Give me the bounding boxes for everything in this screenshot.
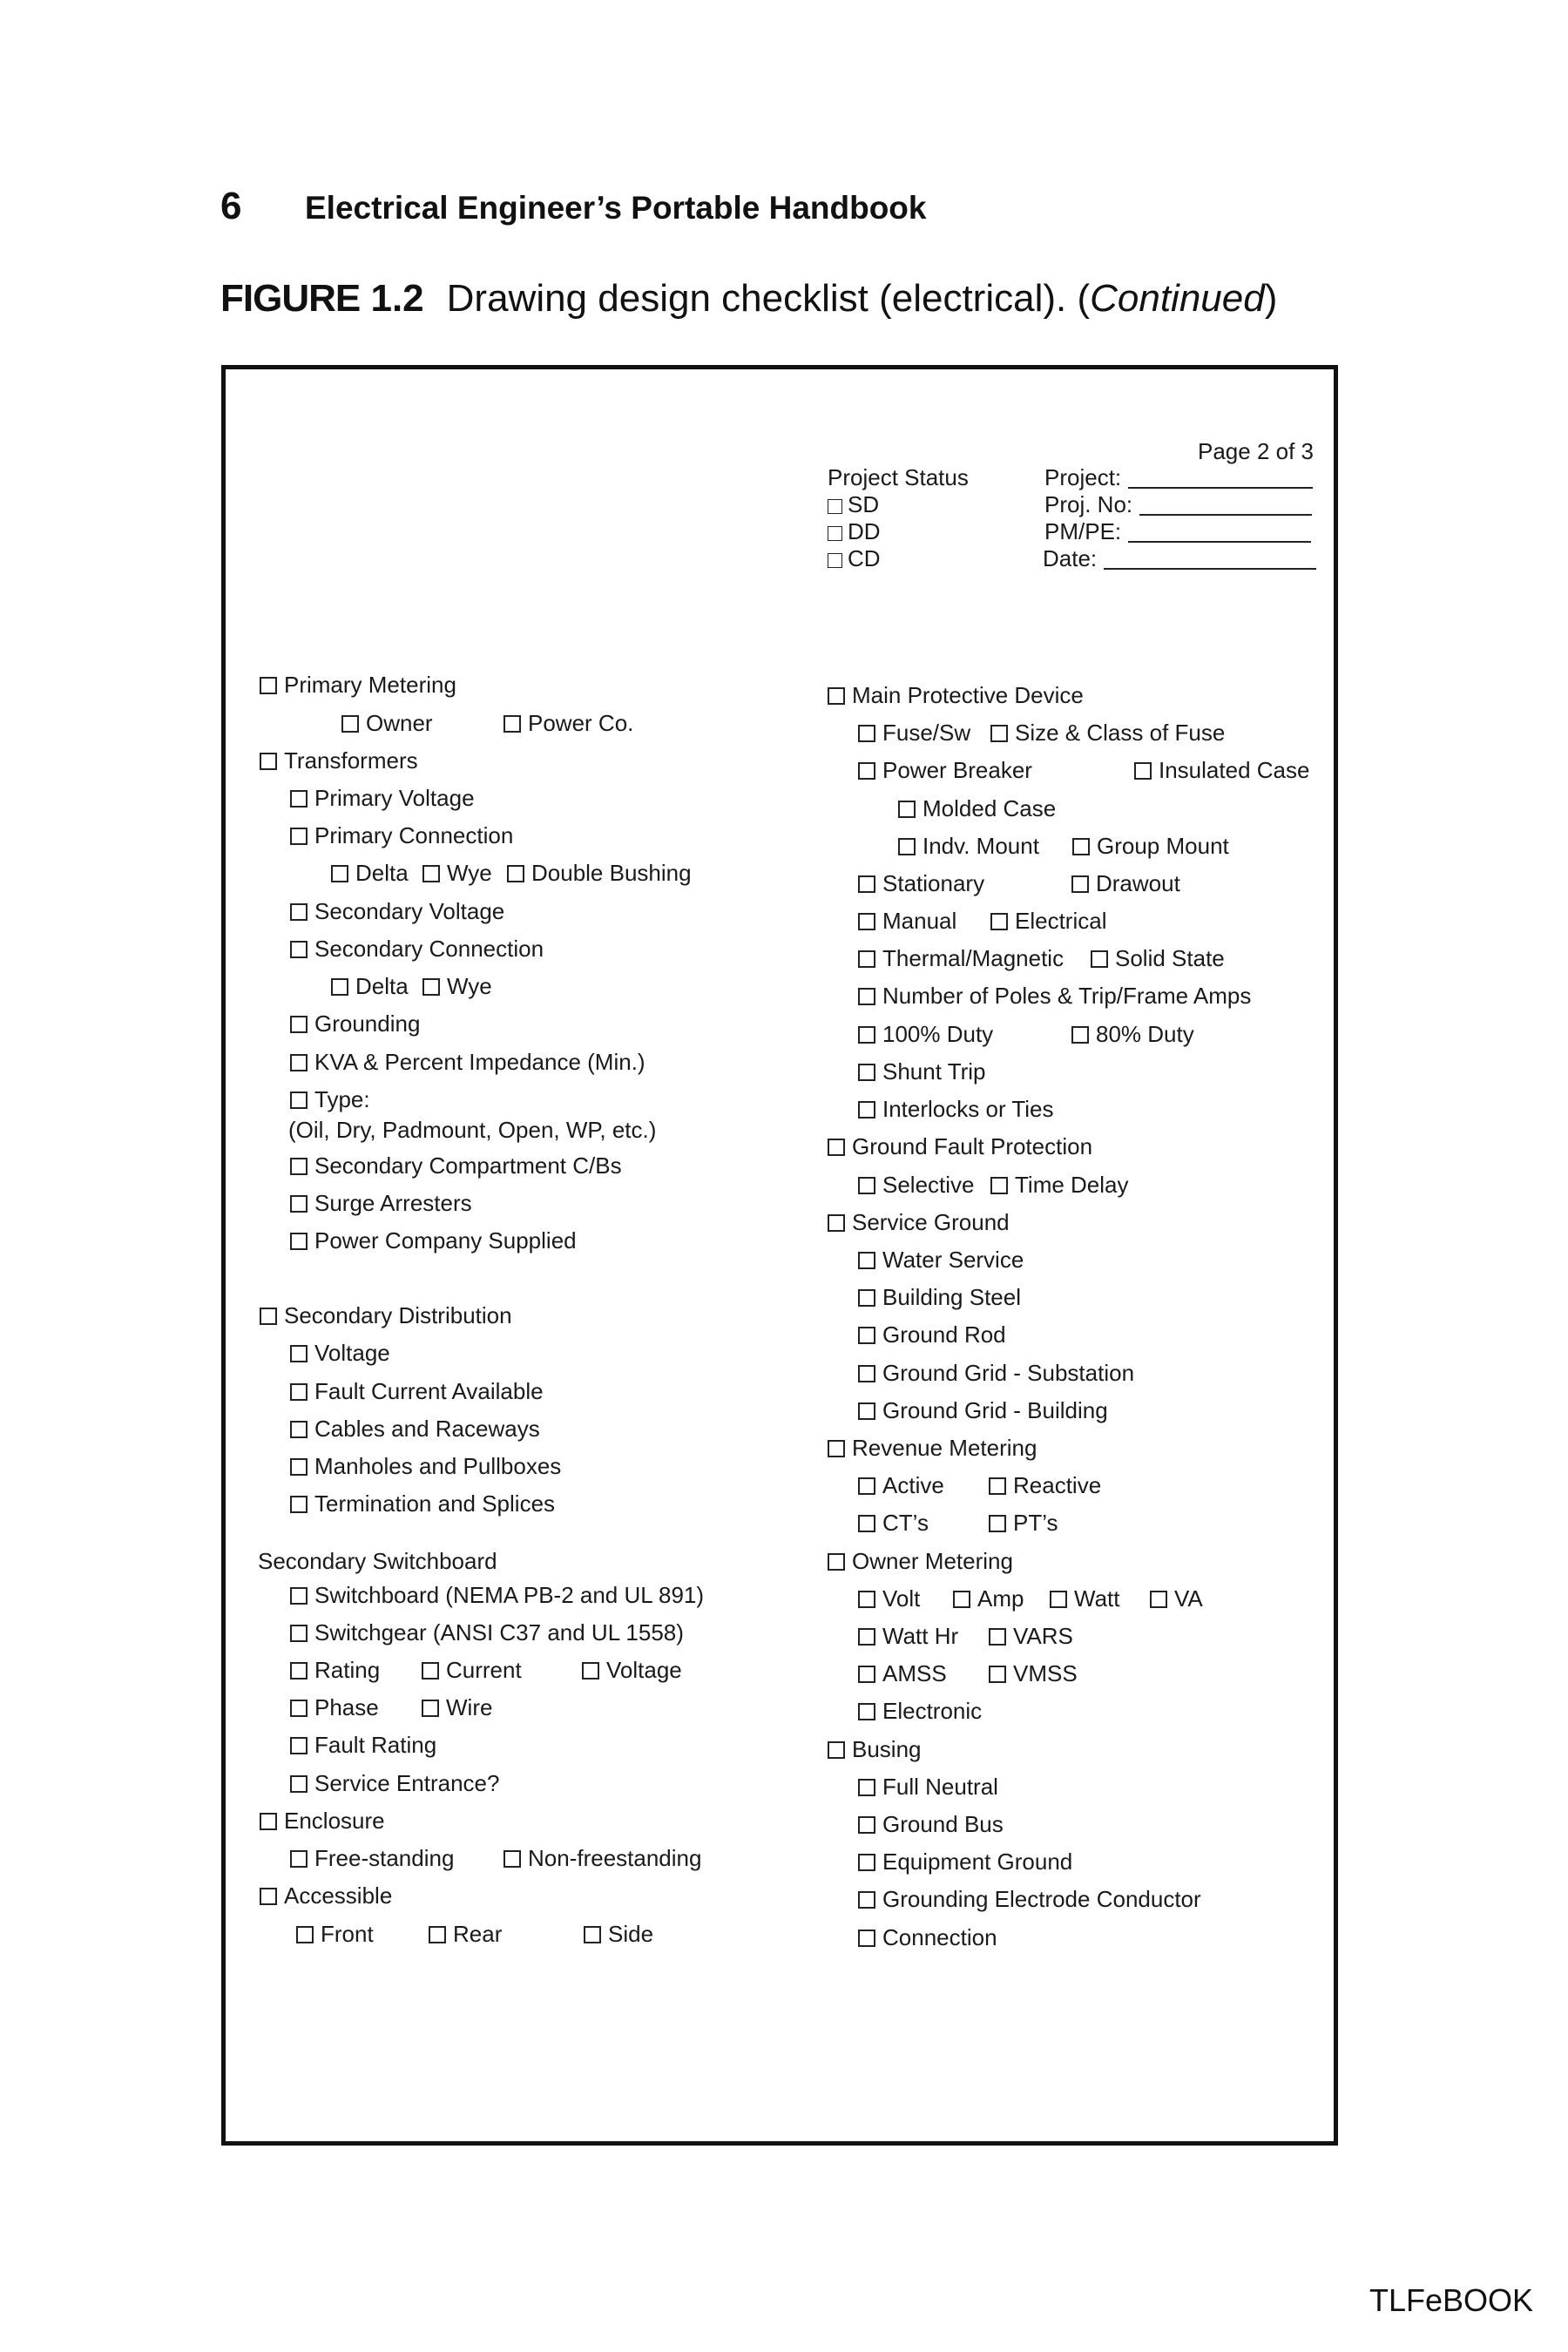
status-cd: CD bbox=[828, 545, 881, 571]
checkbox[interactable] bbox=[290, 1496, 308, 1513]
item-full-neutral[interactable]: Full Neutral bbox=[858, 1774, 998, 1800]
item-kva[interactable]: KVA & Percent Impedance (Min.) bbox=[290, 1049, 645, 1075]
checkbox[interactable] bbox=[290, 1016, 308, 1033]
item-current[interactable]: Current bbox=[422, 1657, 522, 1683]
checkbox[interactable] bbox=[260, 753, 277, 770]
item-interlocks[interactable]: Interlocks or Ties bbox=[858, 1096, 1054, 1122]
checkbox[interactable] bbox=[858, 1327, 875, 1344]
item-grounding[interactable]: Grounding bbox=[290, 1010, 420, 1037]
checkbox[interactable] bbox=[858, 1402, 875, 1420]
item-termination[interactable]: Termination and Splices bbox=[290, 1490, 555, 1517]
item-revenue-metering[interactable]: Revenue Metering bbox=[828, 1435, 1037, 1461]
checkbox[interactable] bbox=[1050, 1591, 1067, 1608]
item-ground-grid-substation[interactable]: Ground Grid - Substation bbox=[858, 1360, 1134, 1386]
checkbox[interactable] bbox=[858, 725, 875, 742]
item-molded-case[interactable]: Molded Case bbox=[898, 795, 1056, 821]
item-type[interactable]: Type: bbox=[290, 1086, 370, 1112]
checkbox[interactable] bbox=[828, 1553, 845, 1571]
checkbox[interactable] bbox=[290, 1458, 308, 1476]
item-electronic[interactable]: Electronic bbox=[858, 1698, 982, 1724]
secondary-switchboard-heading: Secondary Switchboard bbox=[258, 1548, 497, 1574]
figure-caption bbox=[220, 277, 1277, 321]
checkbox[interactable] bbox=[290, 828, 308, 845]
item-wye-2[interactable]: Wye bbox=[422, 973, 492, 999]
checkbox[interactable] bbox=[858, 875, 875, 893]
item-ground-rod[interactable]: Ground Rod bbox=[858, 1321, 1006, 1348]
item-electrical[interactable]: Electrical bbox=[990, 908, 1106, 934]
checkbox[interactable] bbox=[260, 677, 277, 694]
item-secondary-distribution[interactable]: Secondary Distribution bbox=[260, 1302, 512, 1328]
item-watt-hr[interactable]: Watt Hr bbox=[858, 1623, 958, 1649]
item-indv-mount[interactable]: Indv. Mount bbox=[898, 833, 1039, 859]
checkbox[interactable] bbox=[1150, 1591, 1167, 1608]
checkbox[interactable] bbox=[990, 913, 1008, 930]
checklist-frame bbox=[221, 365, 1338, 2146]
checkbox[interactable] bbox=[260, 1308, 277, 1325]
item-number-of-poles[interactable]: Number of Poles & Trip/Frame Amps bbox=[858, 983, 1251, 1009]
checkbox[interactable] bbox=[290, 1158, 308, 1175]
item-amss[interactable]: AMSS bbox=[858, 1660, 947, 1686]
checkbox[interactable] bbox=[858, 1515, 875, 1532]
figure-caption-text: Drawing design checklist (electrical). ( bbox=[446, 277, 1091, 320]
checkbox[interactable] bbox=[858, 1252, 875, 1269]
item-fault-rating[interactable]: Fault Rating bbox=[290, 1732, 436, 1758]
checkbox[interactable] bbox=[898, 838, 916, 855]
item-insulated-case[interactable]: Insulated Case bbox=[1134, 757, 1309, 783]
project-field: Project: bbox=[1044, 464, 1313, 490]
item-transformers[interactable]: Transformers bbox=[260, 747, 418, 774]
item-va[interactable]: VA bbox=[1150, 1585, 1203, 1612]
proj-no-input-line[interactable] bbox=[1139, 495, 1312, 516]
item-watt[interactable]: Watt bbox=[1050, 1585, 1119, 1612]
item-cables[interactable]: Cables and Raceways bbox=[290, 1416, 540, 1442]
checkbox[interactable] bbox=[290, 1662, 308, 1680]
checkbox[interactable] bbox=[290, 1345, 308, 1362]
item-drawout[interactable]: Drawout bbox=[1071, 870, 1180, 896]
checkbox[interactable] bbox=[422, 865, 440, 882]
checkbox[interactable] bbox=[858, 1289, 875, 1307]
checkbox[interactable] bbox=[858, 1064, 875, 1081]
figure-number: 1.2 bbox=[370, 277, 424, 320]
item-primary-connection[interactable]: Primary Connection bbox=[290, 822, 513, 848]
item-ground-grid-building[interactable]: Ground Grid - Building bbox=[858, 1397, 1108, 1423]
item-shunt-trip[interactable]: Shunt Trip bbox=[858, 1058, 986, 1085]
item-fuse-sw[interactable]: Fuse/Sw bbox=[858, 720, 970, 746]
item-vars[interactable]: VARS bbox=[989, 1623, 1073, 1649]
checkbox[interactable] bbox=[828, 1440, 845, 1457]
checkbox[interactable] bbox=[341, 715, 359, 733]
item-power-company-supplied[interactable]: Power Company Supplied bbox=[290, 1227, 577, 1254]
checkbox[interactable] bbox=[858, 1477, 875, 1495]
checkbox[interactable] bbox=[858, 1703, 875, 1720]
item-solid-state[interactable]: Solid State bbox=[1091, 945, 1225, 971]
item-secondary-compartment[interactable]: Secondary Compartment C/Bs bbox=[290, 1152, 622, 1179]
item-manual[interactable]: Manual bbox=[858, 908, 956, 934]
item-wire[interactable]: Wire bbox=[422, 1694, 492, 1720]
checkbox[interactable] bbox=[422, 978, 440, 996]
item-busing[interactable]: Busing bbox=[828, 1736, 922, 1762]
item-water-service[interactable]: Water Service bbox=[858, 1247, 1024, 1273]
checkbox[interactable] bbox=[858, 1854, 875, 1871]
checkbox[interactable] bbox=[858, 913, 875, 930]
item-delta-2[interactable]: Delta bbox=[331, 973, 409, 999]
item-time-delay[interactable]: Time Delay bbox=[990, 1172, 1129, 1198]
item-enclosure[interactable]: Enclosure bbox=[260, 1808, 385, 1834]
checkbox[interactable] bbox=[990, 725, 1008, 742]
item-main-protective-device[interactable]: Main Protective Device bbox=[828, 682, 1084, 708]
item-service-ground[interactable]: Service Ground bbox=[828, 1209, 1010, 1235]
item-fault-current[interactable]: Fault Current Available bbox=[290, 1378, 544, 1404]
type-examples: (Oil, Dry, Padmount, Open, WP, etc.) bbox=[288, 1117, 657, 1143]
item-power-breaker[interactable]: Power Breaker bbox=[858, 757, 1032, 783]
checkbox[interactable] bbox=[828, 687, 845, 705]
checkbox[interactable] bbox=[290, 1700, 308, 1717]
checkbox[interactable] bbox=[290, 1737, 308, 1754]
checkbox[interactable] bbox=[1091, 950, 1108, 968]
checkbox[interactable] bbox=[858, 1816, 875, 1834]
item-owner[interactable]: Owner bbox=[341, 710, 433, 736]
checkbox[interactable] bbox=[858, 1591, 875, 1608]
figure-caption-close: ) bbox=[1264, 277, 1278, 320]
checkbox[interactable] bbox=[858, 988, 875, 1005]
checkbox[interactable] bbox=[290, 1383, 308, 1401]
figure-continued: Continued bbox=[1090, 277, 1265, 320]
item-equipment-ground[interactable]: Equipment Ground bbox=[858, 1848, 1072, 1875]
checkbox[interactable] bbox=[290, 903, 308, 921]
item-amp[interactable]: Amp bbox=[953, 1585, 1024, 1612]
project-status-label: Project Status bbox=[828, 464, 969, 490]
checkbox[interactable] bbox=[1071, 1026, 1089, 1044]
checkbox[interactable] bbox=[290, 1054, 308, 1071]
item-manholes[interactable]: Manholes and Pullboxes bbox=[290, 1453, 561, 1479]
checkbox[interactable] bbox=[331, 978, 348, 996]
item-primary-voltage[interactable]: Primary Voltage bbox=[290, 785, 475, 811]
checkbox[interactable] bbox=[296, 1926, 314, 1943]
checkbox[interactable] bbox=[858, 950, 875, 968]
item-rear[interactable]: Rear bbox=[429, 1921, 502, 1947]
checkbox[interactable] bbox=[504, 715, 521, 733]
checkbox[interactable] bbox=[858, 1026, 875, 1044]
checkbox[interactable] bbox=[290, 1775, 308, 1793]
item-volt[interactable]: Volt bbox=[858, 1585, 920, 1612]
checkbox[interactable] bbox=[989, 1666, 1006, 1683]
page-number: 6 bbox=[220, 185, 242, 227]
item-active[interactable]: Active bbox=[858, 1472, 944, 1498]
checkbox[interactable] bbox=[898, 801, 916, 818]
item-voltage[interactable]: Voltage bbox=[290, 1340, 390, 1366]
item-accessible[interactable]: Accessible bbox=[260, 1882, 392, 1909]
item-voltage-2[interactable]: Voltage bbox=[582, 1657, 682, 1683]
item-secondary-connection[interactable]: Secondary Connection bbox=[290, 936, 544, 962]
checkbox[interactable] bbox=[290, 1625, 308, 1642]
pmpe-field: PM/PE: bbox=[1044, 518, 1311, 544]
checkbox[interactable] bbox=[858, 1365, 875, 1382]
figure-label: FIGURE bbox=[220, 277, 361, 320]
item-owner-metering[interactable]: Owner Metering bbox=[828, 1548, 1013, 1574]
status-dd: DD bbox=[828, 518, 881, 544]
checkbox[interactable] bbox=[582, 1662, 599, 1680]
checkbox[interactable] bbox=[290, 1092, 308, 1109]
item-front[interactable]: Front bbox=[296, 1921, 374, 1947]
checkbox[interactable] bbox=[989, 1477, 1006, 1495]
checkbox[interactable] bbox=[260, 1813, 277, 1830]
checkbox[interactable] bbox=[429, 1926, 446, 1943]
footer-watermark: TLFeBOOK bbox=[1369, 2282, 1534, 2318]
item-delta[interactable]: Delta bbox=[331, 860, 409, 886]
checkbox[interactable] bbox=[290, 1850, 308, 1868]
checkbox[interactable] bbox=[858, 1891, 875, 1909]
checkbox[interactable] bbox=[858, 1779, 875, 1796]
item-wye[interactable]: Wye bbox=[422, 860, 492, 886]
item-service-entrance[interactable]: Service Entrance? bbox=[290, 1770, 499, 1796]
checkbox[interactable] bbox=[290, 1421, 308, 1438]
checkbox[interactable] bbox=[507, 865, 524, 882]
item-vmss[interactable]: VMSS bbox=[989, 1660, 1078, 1686]
checkbox[interactable] bbox=[260, 1888, 277, 1905]
checkbox[interactable] bbox=[828, 1214, 845, 1232]
pmpe-input-line[interactable] bbox=[1128, 522, 1311, 543]
checkbox[interactable] bbox=[422, 1662, 439, 1680]
item-grounding-electrode[interactable]: Grounding Electrode Conductor bbox=[858, 1886, 1201, 1912]
page-of-label: Page 2 of 3 bbox=[1198, 438, 1314, 464]
checkbox[interactable] bbox=[858, 1177, 875, 1194]
item-size-class-fuse[interactable]: Size & Class of Fuse bbox=[990, 720, 1225, 746]
item-switchboard[interactable]: Switchboard (NEMA PB-2 and UL 891) bbox=[290, 1582, 704, 1608]
checkbox[interactable] bbox=[828, 1741, 845, 1759]
checkbox[interactable] bbox=[504, 1850, 521, 1868]
checkbox[interactable] bbox=[422, 1700, 439, 1717]
item-surge-arresters[interactable]: Surge Arresters bbox=[290, 1190, 472, 1216]
checkbox[interactable] bbox=[290, 1233, 308, 1250]
checkbox[interactable] bbox=[989, 1628, 1006, 1646]
item-non-freestanding[interactable]: Non-freestanding bbox=[504, 1845, 701, 1871]
checkbox[interactable] bbox=[828, 526, 842, 541]
item-primary-metering[interactable]: Primary Metering bbox=[260, 672, 456, 698]
checkbox[interactable] bbox=[584, 1926, 601, 1943]
item-80-duty[interactable]: 80% Duty bbox=[1071, 1021, 1194, 1047]
item-side[interactable]: Side bbox=[584, 1921, 653, 1947]
item-double-bushing[interactable]: Double Bushing bbox=[507, 860, 692, 886]
item-phase[interactable]: Phase bbox=[290, 1694, 379, 1720]
project-input-line[interactable] bbox=[1128, 468, 1313, 489]
date-input-line[interactable] bbox=[1104, 549, 1316, 570]
item-connection[interactable]: Connection bbox=[858, 1924, 997, 1950]
item-ground-fault-protection[interactable]: Ground Fault Protection bbox=[828, 1133, 1092, 1159]
checkbox[interactable] bbox=[1134, 762, 1152, 780]
checkbox[interactable] bbox=[290, 941, 308, 958]
item-group-mount[interactable]: Group Mount bbox=[1072, 833, 1229, 859]
checkbox[interactable] bbox=[290, 1195, 308, 1213]
checkbox[interactable] bbox=[331, 865, 348, 882]
item-switchgear[interactable]: Switchgear (ANSI C37 and UL 1558) bbox=[290, 1619, 684, 1646]
item-rating[interactable]: Rating bbox=[290, 1657, 380, 1683]
proj-no-field: Proj. No: bbox=[1044, 491, 1312, 517]
checkbox[interactable] bbox=[989, 1515, 1006, 1532]
item-secondary-voltage[interactable]: Secondary Voltage bbox=[290, 898, 504, 924]
checkbox[interactable] bbox=[990, 1177, 1008, 1194]
checkbox[interactable] bbox=[858, 1930, 875, 1947]
checkbox[interactable] bbox=[858, 762, 875, 780]
item-ground-bus[interactable]: Ground Bus bbox=[858, 1811, 1004, 1837]
item-cts[interactable]: CT’s bbox=[858, 1510, 929, 1536]
checkbox[interactable] bbox=[1071, 875, 1089, 893]
status-sd: SD bbox=[828, 491, 879, 517]
checkbox[interactable] bbox=[858, 1628, 875, 1646]
checkbox[interactable] bbox=[828, 1139, 845, 1156]
item-selective[interactable]: Selective bbox=[858, 1172, 975, 1198]
checkbox[interactable] bbox=[858, 1666, 875, 1683]
checkbox[interactable] bbox=[290, 790, 308, 808]
checkbox[interactable] bbox=[828, 499, 842, 514]
checkbox[interactable] bbox=[858, 1101, 875, 1119]
item-thermal-magnetic[interactable]: Thermal/Magnetic bbox=[858, 945, 1064, 971]
item-stationary[interactable]: Stationary bbox=[858, 870, 984, 896]
item-reactive[interactable]: Reactive bbox=[989, 1472, 1101, 1498]
checkbox[interactable] bbox=[1072, 838, 1090, 855]
date-field: Date: bbox=[1043, 545, 1316, 571]
checkbox[interactable] bbox=[953, 1591, 970, 1608]
checkbox[interactable] bbox=[828, 553, 842, 568]
item-building-steel[interactable]: Building Steel bbox=[858, 1284, 1021, 1310]
checkbox[interactable] bbox=[290, 1587, 308, 1605]
item-free-standing[interactable]: Free-standing bbox=[290, 1845, 454, 1871]
book-title: Electrical Engineer’s Portable Handbook bbox=[305, 190, 927, 226]
item-power-co[interactable]: Power Co. bbox=[504, 710, 633, 736]
item-pts[interactable]: PT’s bbox=[989, 1510, 1058, 1536]
item-100-duty[interactable]: 100% Duty bbox=[858, 1021, 993, 1047]
